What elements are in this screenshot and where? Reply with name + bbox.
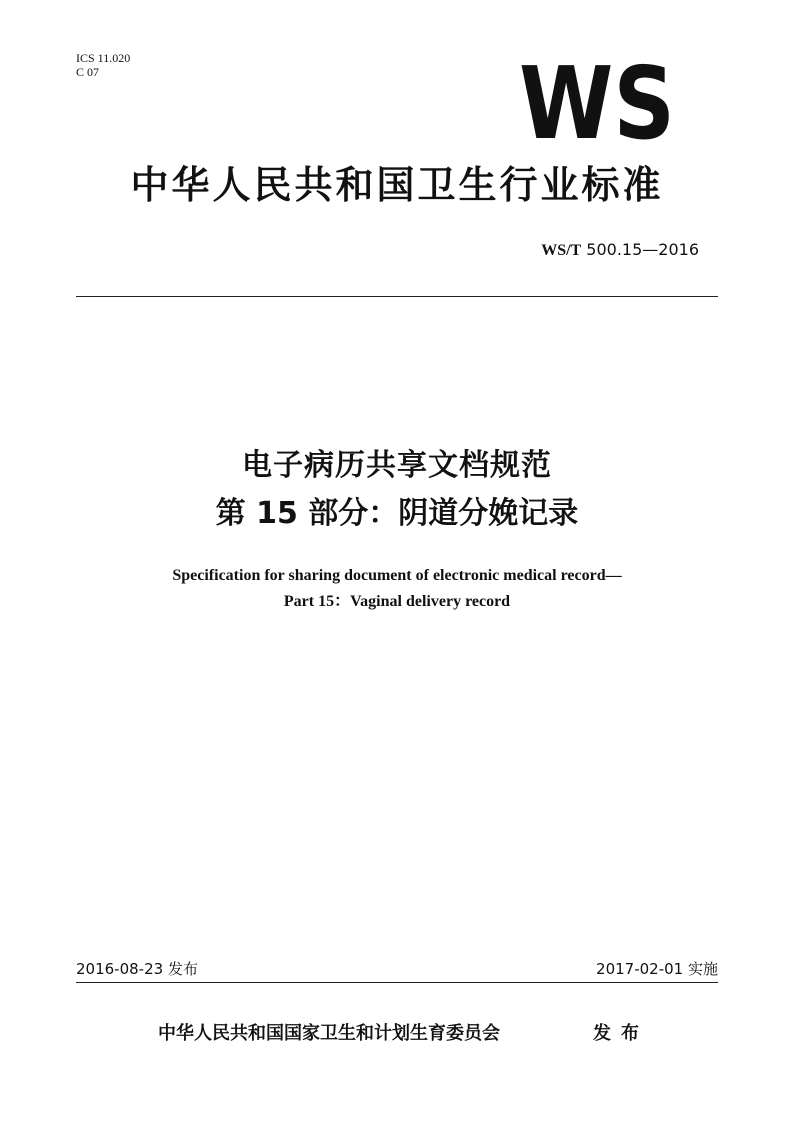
ics-code: ICS 11.020 bbox=[76, 51, 131, 65]
chinese-title-line-2: 第 15 部分：阴道分娩记录 bbox=[215, 496, 579, 531]
standard-code-number: 500.15—2016 bbox=[586, 240, 699, 259]
classification-code: C 07 bbox=[76, 65, 100, 79]
implementation-date: 2017-02-01 实施 bbox=[596, 960, 718, 978]
english-title-line-1: Specification for sharing document of electronic medical record— bbox=[172, 567, 622, 584]
issuing-authority: 中华人民共和国国家卫生和计划生育委员会 bbox=[158, 1023, 500, 1044]
english-title-line-2: Part 15：Vaginal delivery record bbox=[283, 593, 511, 610]
standard-code-prefix: WS/T bbox=[541, 242, 582, 259]
issue-date: 2016-08-23 发布 bbox=[76, 960, 198, 978]
standard-category-title: 中华人民共和国卫生行业标准 bbox=[130, 163, 664, 207]
ws-logo-text: WS bbox=[519, 45, 675, 162]
issue-label: 发布 bbox=[593, 1023, 649, 1044]
chinese-title-line-1: 电子病历共享文档规范 bbox=[242, 448, 552, 483]
ws-logo bbox=[517, 45, 677, 162]
top-divider bbox=[76, 296, 718, 297]
bottom-divider bbox=[76, 982, 718, 983]
standard-number bbox=[541, 240, 699, 261]
